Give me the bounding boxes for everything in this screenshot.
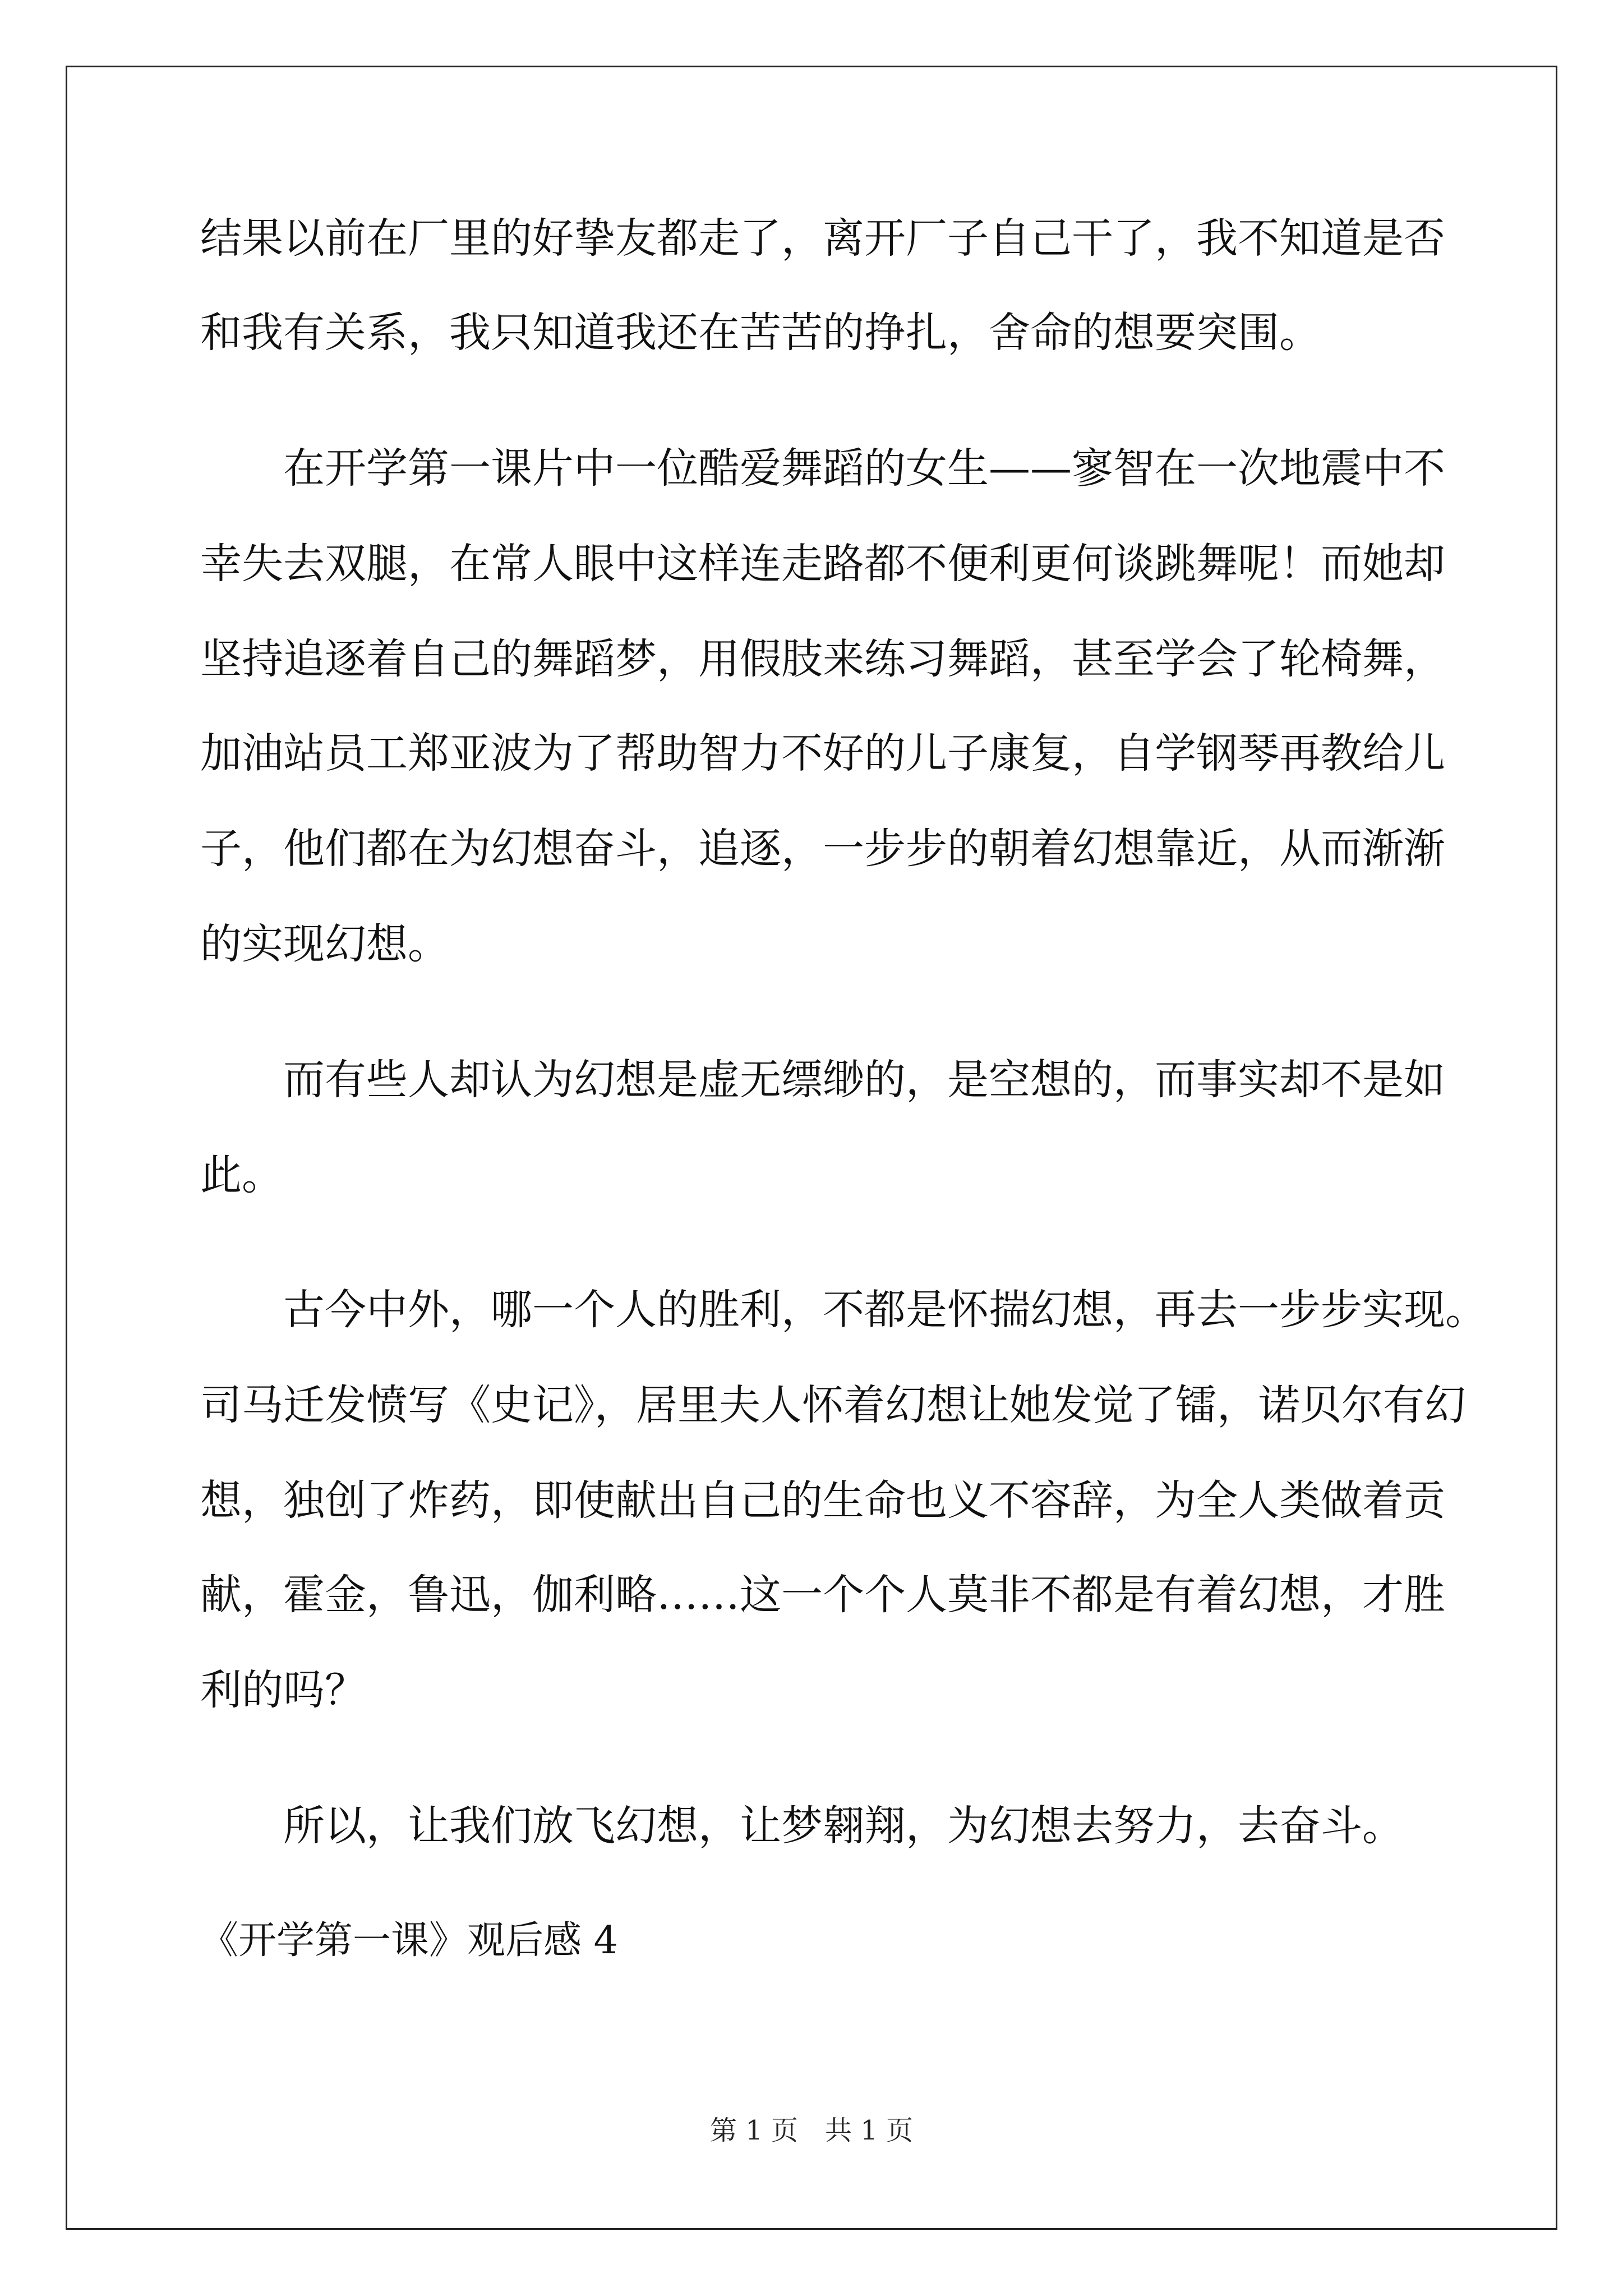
paragraph-4-line-2: 司马迁发愤写《史记》，居里夫人怀着幻想让她发觉了镭，诺贝尔有幻: [200, 1381, 1466, 1429]
paragraph-1-line-2: 和我有关系，我只知道我还在苦苦的挣扎，舍命的想要突围。: [200, 309, 1321, 357]
page-footer: 第 1 页 共 1 页: [709, 2115, 914, 2146]
paragraph-3-line-2: 此。: [200, 1151, 283, 1199]
paragraph-3-line-1: 而有些人却认为幻想是虚无缥缈的，是空想的，而事实却不是如: [283, 1056, 1445, 1104]
paragraph-2-line-6: 的实现幻想。: [200, 920, 449, 968]
paragraph-2-line-1: 在开学第一课片中一位酷爱舞蹈的女生——寥智在一次地震中不: [283, 444, 1445, 493]
paragraph-4-line-5: 利的吗？: [200, 1666, 366, 1714]
paragraph-2-line-3: 坚持追逐着自己的舞蹈梦，用假肢来练习舞蹈，甚至学会了轮椅舞，: [200, 635, 1445, 683]
paragraph-5-line-1: 所以，让我们放飞幻想，让梦翱翔，为幻想去努力，去奋斗。: [283, 1802, 1404, 1850]
paragraph-2-line-2: 幸失去双腿，在常人眼中这样连走路都不便利更何谈跳舞呢！而她却: [200, 540, 1445, 588]
paragraph-4-line-3: 想，独创了炸药，即使献出自己的生命也义不容辞，为全人类做着贡: [200, 1476, 1445, 1525]
paragraph-4-line-4: 献，霍金，鲁迅，伽利略……这一个个人莫非不都是有着幻想，才胜: [200, 1571, 1445, 1619]
paragraph-2-line-5: 子，他们都在为幻想奋斗，追逐，一步步的朝着幻想靠近，从而渐渐: [200, 825, 1445, 873]
paragraph-4-line-1: 古今中外，哪一个人的胜利，不都是怀揣幻想，再去一步步实现。: [283, 1286, 1487, 1334]
section-heading: 《开学第一课》观后感 4: [200, 1918, 618, 1963]
paragraph-2-line-4: 加油站员工郑亚波为了帮助智力不好的儿子康复，自学钢琴再教给儿: [200, 729, 1445, 777]
paragraph-1-line-1: 结果以前在厂里的好挚友都走了，离开厂子自己干了，我不知道是否: [200, 214, 1445, 263]
page-frame: [66, 66, 1557, 2230]
